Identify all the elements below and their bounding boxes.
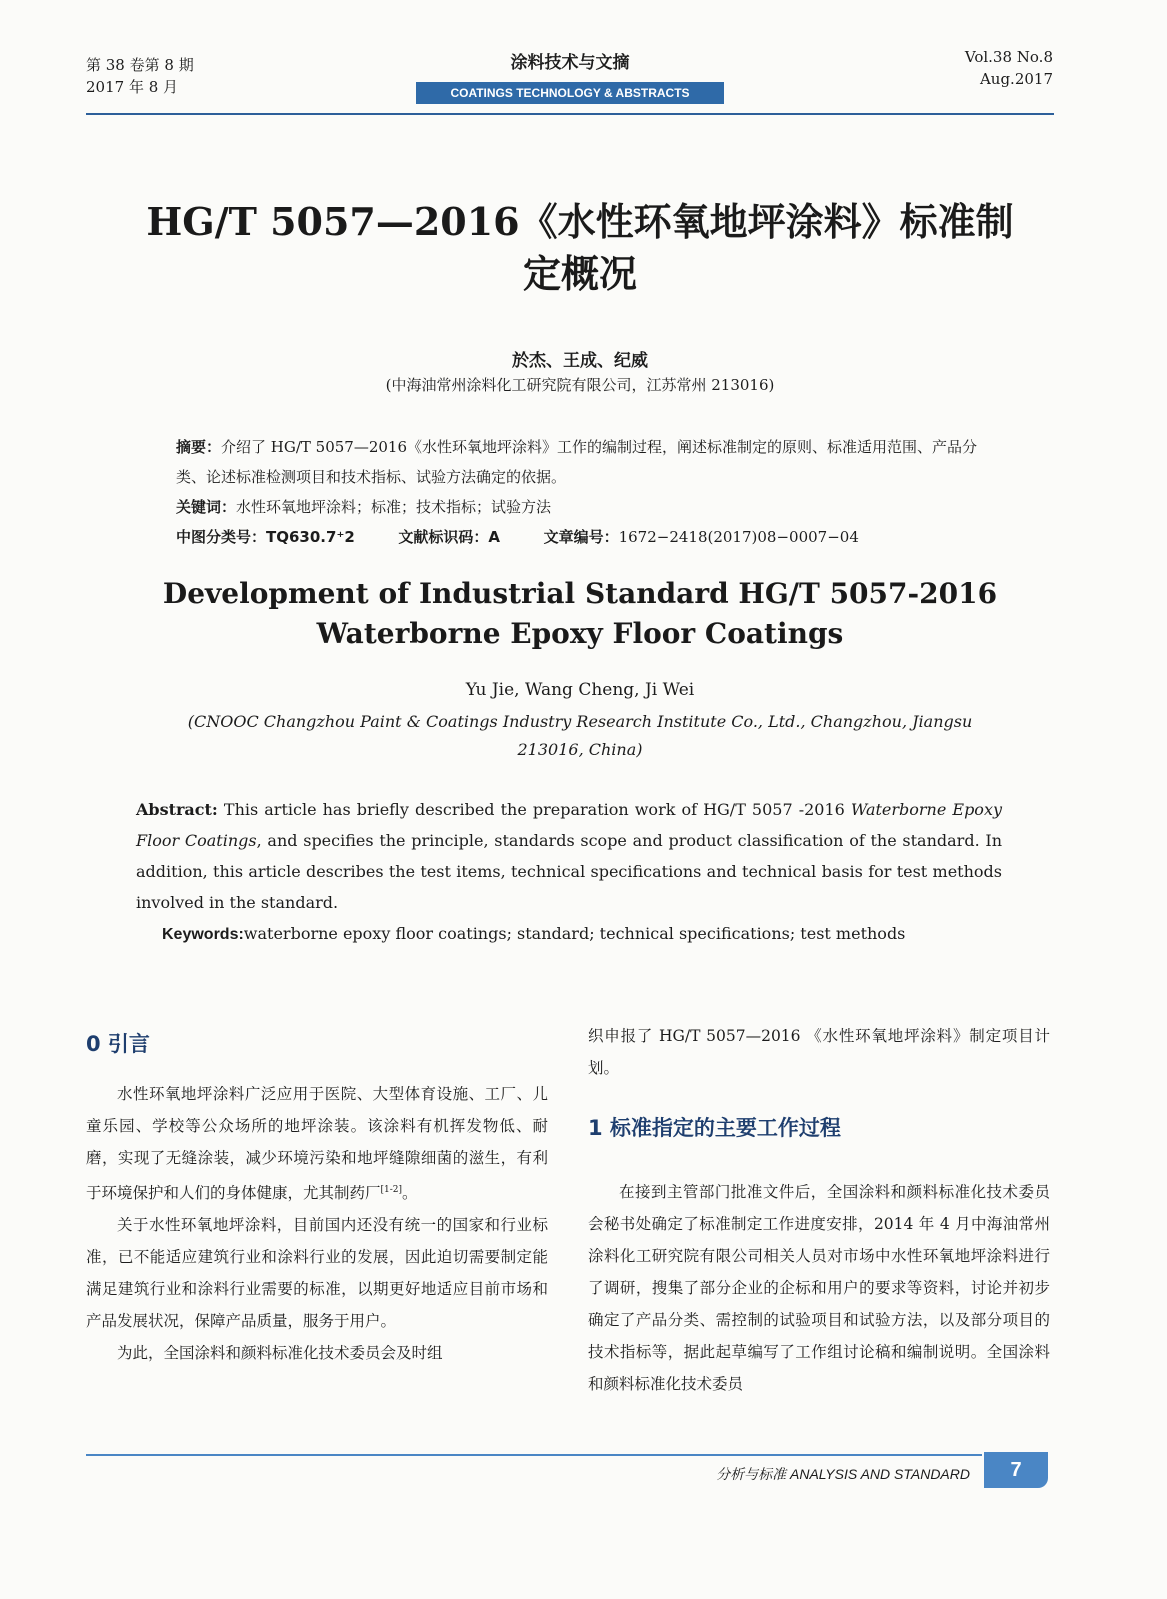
right-column-continuation [588,1020,1050,1084]
issue-volume: 第 38 卷第 8 期 [86,56,194,74]
issue-date: 2017 年 8 月 [86,78,179,96]
title-en [110,574,1050,654]
affiliation-cn: (中海油常州涂料化工研究院有限公司，江苏常州 213016) [385,376,775,394]
section-0-paragraph-3: 为此，全国涂料和颜料标准化技术委员会及时组 [117,1344,443,1363]
keywords-cn-label: 关键词： [176,498,237,516]
abstract-en-label: Abstract: [136,800,218,819]
doc-code: A [488,528,500,546]
abstract-en-text-1: This article has briefly described the preparation work of HG/T 5057 -2016 [217,800,851,819]
abstract-cn-label: 摘要： [176,438,222,456]
abstract-en-text-2: , and specifies the principle, standards scope and product classification of the standard. In addition, this article describes the test items, technical specifications and technical basis for test methods involved in the standard. [136,831,1003,912]
clc-number: TQ630.7⁺2 [266,528,355,546]
footer-section-label: 分析与标准 ANALYSIS AND STANDARD [716,1466,970,1482]
keywords-en: waterborne epoxy floor coatings; standard; technical specifications; test methods [243,924,906,943]
issue-info [86,54,286,98]
clc-label: 中图分类号： [176,528,267,546]
section-1-heading: 1 标准指定的主要工作过程 [588,1116,841,1140]
article-number: 1672−2418(2017)08−0007−04 [618,528,859,546]
footer-rule [86,1454,982,1456]
page-number: 7 [984,1452,1048,1488]
section-0-paragraph-2: 关于水性环氧地坪涂料，目前国内还没有统一的国家和行业标准，已不能适应建筑行业和涂料行业的发展，因此迫切需要制定能满足建筑行业和涂料行业需要的标准，以期更好地适应目前市场和产品发展状况，保障产品质量，服务于用户。 [86,1216,548,1331]
affiliation-en [120,708,1040,764]
section-1-paragraph-1: 在接到主管部门批准文件后，全国涂料和颜料标准化技术委员会秘书处确定了标准制定工作进度安排，2014 年 4 月中海油常州涂料化工研究院有限公司相关人员对市场中水性环氧地坪涂料进行了调研，搜集了部分企业的企标和用户的要求等资料，讨论并初步确定了产品分类、需控制的试验项目和试验方法，以及部分项目的技术指标等，据此起草编写了工作组讨论稿和编制说明。全国涂料和颜料标准化技术委员 [588,1183,1050,1393]
affiliation-en-line2: 213016, China) [517,740,643,759]
title-cn-line1: HG/T 5057—2016《水性环氧地坪涂料》标准制 [146,199,1014,244]
title-en-line1: Development of Industrial Standard HG/T 5057-2016 [162,577,998,610]
keywords-cn: 水性环氧地坪涂料；标准；技术指标；试验方法 [236,498,552,516]
volume-date: Aug.2017 [979,70,1053,88]
journal-name-cn: 涂料技术与文摘 [510,53,630,73]
affiliation-en-line1: (CNOOC Changzhou Paint & Coatings Industry Research Institute Co., Ltd., Changzhou, Jiangsu [187,712,973,731]
journal-name-en: COATINGS TECHNOLOGY & ABSTRACTS [416,82,724,104]
continued-paragraph: 织申报了 HG/T 5057—2016 《水性环氧地坪涂料》制定项目计划。 [588,1027,1050,1077]
title-cn [90,196,1070,300]
section-0-paragraph-1: 水性环氧地坪涂料广泛应用于医院、大型体育设施、工厂、儿童乐园、学校等公众场所的地坪涂装。该涂料有机挥发物低、耐磨，实现了无缝涂装，减少环境污染和地坪缝隙细菌的滋生，有利于环境保护和人们的身体健康，尤其制药厂[1-2]。 [86,1085,548,1203]
section-1-body [588,1176,1050,1400]
title-cn-line2: 定概况 [522,251,637,296]
abstract-cn-text: 介绍了 HG/T 5057—2016《水性环氧地坪涂料》工作的编制过程，阐述标准制定的原则、标准适用范围、产品分类、论述标准检测项目和技术指标、试验方法确定的依据。 [176,438,978,486]
volume-number: Vol.38 No.8 [964,48,1053,66]
section-0-body [86,1078,548,1369]
section-0-heading: 0 引言 [86,1032,150,1056]
title-en-line2: Waterborne Epoxy Floor Coatings [316,617,844,650]
article-number-label: 文章编号： [543,528,619,546]
abstract-en-standard-title: Waterborne Epoxy Floor Coatings [136,800,1003,850]
volume-info-en [833,46,1053,90]
keywords-en-label: Keywords: [162,926,244,943]
authors-cn: 於杰、王成、纪威 [512,351,648,371]
abstract-en [136,794,1002,950]
citation-ref: [1-2] [380,1185,403,1195]
doc-code-label: 文献标识码： [398,528,489,546]
authors-en: Yu Jie, Wang Cheng, Ji Wei [465,680,695,700]
abstract-cn [176,432,1006,552]
header-rule [86,113,1054,115]
